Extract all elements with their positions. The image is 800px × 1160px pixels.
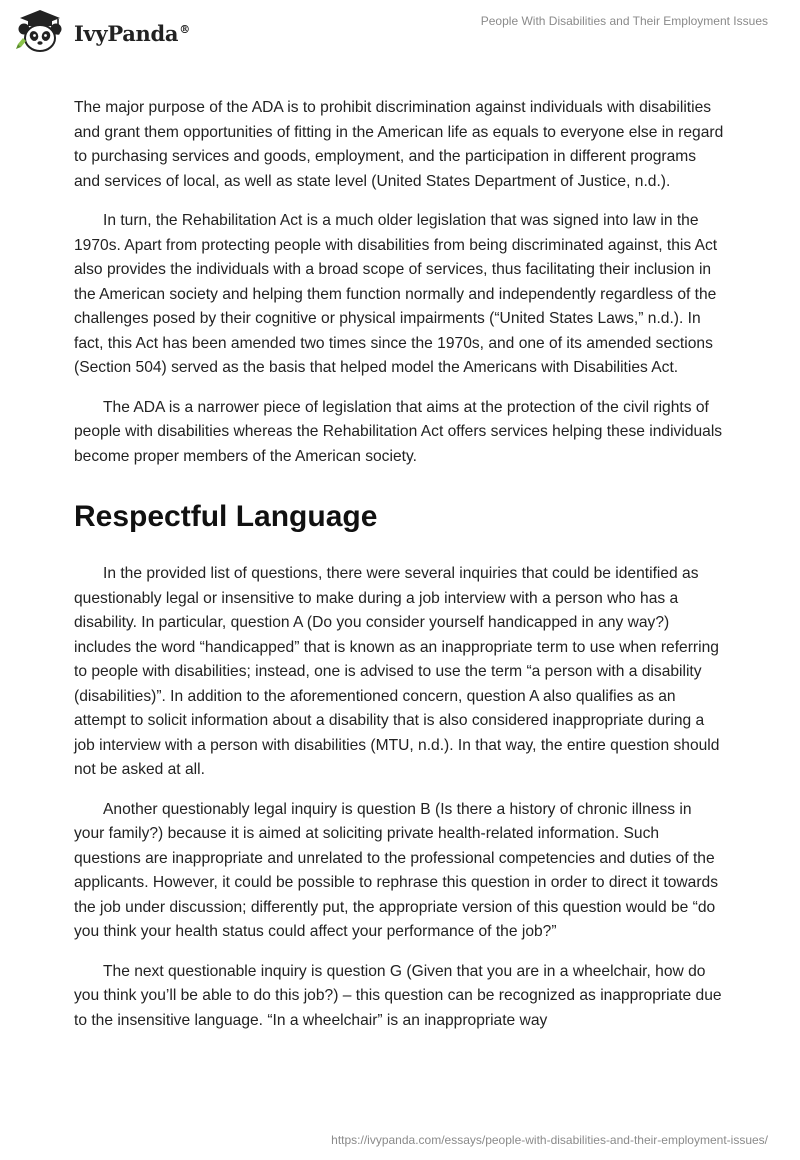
page-header [0,0,800,70]
document-title: People With Disabilities and Their Employment Issues [480,14,768,28]
registered-mark: ® [179,22,190,36]
section-heading-respectful-language: Respectful Language [74,500,378,533]
source-url[interactable]: https://ivypanda.com/essays/people-with-disabilities-and-their-employment-issues/ [331,1133,768,1147]
paragraph-question-b: Another questionably legal inquiry is question B (Is there a history of chronic illness in your family?) because it is aimed at soliciting private health-related information. Such questions are inappropriate and unrelated to the professional competencies and duties of the applicants. However, it could be possible to rephrase this question in order to direct it towards the job under discussion; differently put, the appropriate version of this question would be “do you think your health status could affect your performance of the job?” [74,800,719,940]
paragraph-ada-purpose: The major purpose of the ADA is to prohibit discrimination against individuals with disabilities and grant them opportunities of fitting in the American life as equals to everyone else in regard to purchasing services and goods, employment, and the participation in different programs and services of local, as well as state level (United States Department of Justice, n.d.). [74,99,724,190]
paragraph-question-g: The next questionable inquiry is question G (Given that you are in a wheelchair, how do you think you’ll be able to do this job?) – this question can be recognized as inappropriate due to the insensitive language. “In a wheelchair” is an inappropriate way [74,962,722,1029]
paragraph-rehabilitation-act: In turn, the Rehabilitation Act is a much older legislation that was signed into law in the 1970s. Apart from protecting people with disabilities from being discriminated against, this Act also provides the individuals with a broad scope of services, thus facilitating their inclusion in the American society and helping them function normally and independently regardless of the challenges posed by their cognitive or physical impairments (“United States Laws,” n.d.). In fact, this Act has been amended two times since the 1970s, and one of its amended sections (Section 504) served as the basis that helped model the Americans with Disabilities Act. [74,212,718,376]
brand-name: IvyPanda® [74,20,190,46]
paragraph-ada-comparison: The ADA is a narrower piece of legislation that aims at the protection of the civil rights of people with disabilities whereas the Rehabilitation Act offers services helping these individuals become proper members of the American society. [74,398,723,465]
paragraph-question-a: In the provided list of questions, there were several inquiries that could be identified as questionably legal or insensitive to make during a job interview with a person who has a disability. In particular, question A (Do you consider yourself handicapped in any way?) includes the word “handicapped” that is known as an inappropriate term to use when referring to people with disabilities; instead, one is advised to use the term “a person with a disability (disabilities)”. In addition to the aforementioned concern, question A also qualifies as an attempt to solicit information about a disability that is also considered inappropriate during a job interview with a person with disabilities (MTU, n.d.). In that way, the entire question should not be asked at all. [74,565,720,778]
brand-logo[interactable] [14,8,190,54]
panda-graduate-logo-icon [14,8,66,54]
essay-content [74,96,726,1048]
